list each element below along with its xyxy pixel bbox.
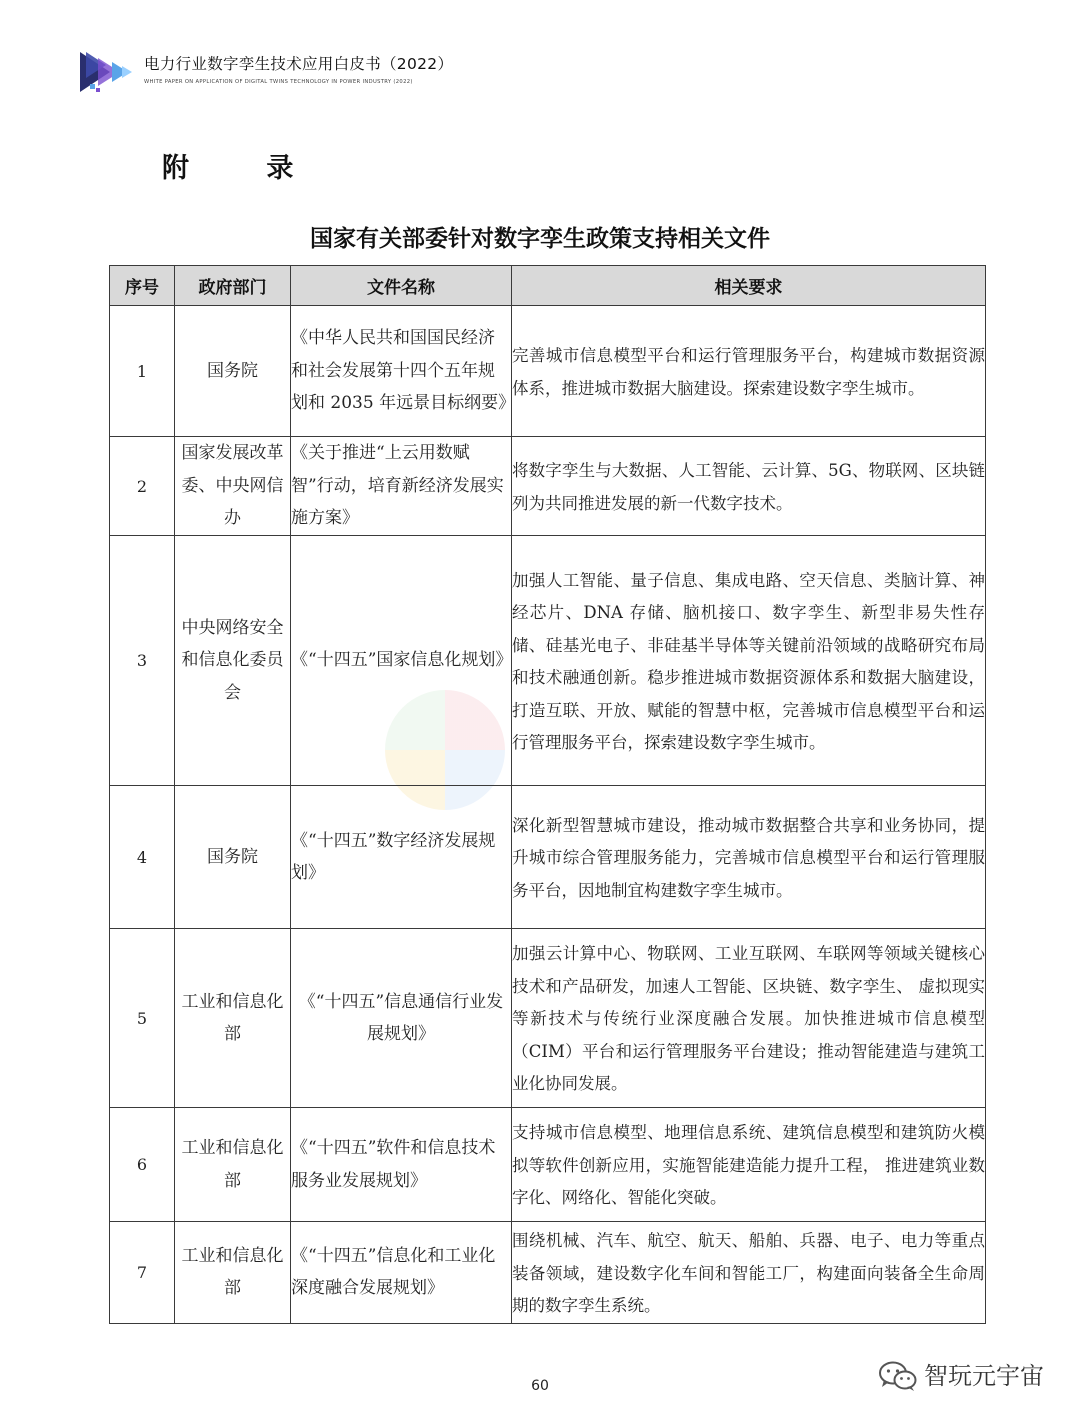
table-row [110,306,986,437]
triangle-brand-logo-icon [76,48,138,96]
table-row [110,786,986,929]
wechat-icon [878,1360,918,1392]
table-row [110,929,986,1108]
row-number: 7 [110,1222,175,1324]
row-department: 工业和信息化部 [175,929,291,1108]
page-number: 60 [531,1378,549,1394]
row-department: 国家发展改革委、中央网信办 [175,437,291,536]
row-requirement [512,929,986,1108]
row-requirement [512,536,986,786]
table-title: 国家有关部委针对数字孪生政策支持相关文件 [310,226,770,252]
row-document: 《中华人民共和国国民经济和社会发展第十四个五年规划和 2035 年远景目标纲要》 [291,306,512,437]
policy-table [109,265,986,1324]
brand-name: 智玩元宇宙 [924,1362,1044,1390]
table-row [110,536,986,786]
row-document: 《关于推进“上云用数赋智”行动，培育新经济发展实施方案》 [291,437,512,536]
row-number: 2 [110,437,175,536]
row-requirement-text: 支持城市信息模型、地理信息系统、建筑信息模型和建筑防火模拟等软件创新应用，实施智能建造能力提升工程， 推进建筑业数字化、网络化、智能化突破。 [512,1123,985,1208]
row-department: 工业和信息化部 [175,1108,291,1222]
row-requirement [512,1108,986,1222]
row-number: 6 [110,1108,175,1222]
row-document: 《“十四五”国家信息化规划》 [291,536,512,786]
column-header-document: 文件名称 [291,266,512,306]
brand-signature [924,1358,1044,1394]
row-requirement-text: 将数字孪生与大数据、人工智能、云计算、5G、物联网、区块链列为共同推进发展的新一代数字技术。 [512,461,985,513]
section-heading: 附 录 [162,153,328,184]
row-requirement-text: 加强云计算中心、物联网、工业互联网、车联网等领域关键核心技术和产品研发，加速人工智能、区块链、数字孪生、 虚拟现实等新技术与传统行业深度融合发展。加快推进城市信息模型（CIM）平台和运行管理服务平台建设；推动智能建造与建筑工业化协同发展。 [512,944,985,1094]
table-row [110,1222,986,1324]
row-number: 5 [110,929,175,1108]
row-department: 工业和信息化部 [175,1222,291,1324]
row-requirement-text: 深化新型智慧城市建设，推动城市数据整合共享和业务协同，提升城市综合管理服务能力，完善城市信息模型平台和运行管理服务平台，因地制宜构建数字孪生城市。 [512,815,985,900]
table-row [110,1108,986,1222]
row-document: 《“十四五”信息通信行业发展规划》 [291,929,512,1108]
row-requirement-text: 完善城市信息模型平台和运行管理服务平台，构建城市数据资源体系，推进城市数据大脑建设。探索建设数字孪生城市。 [512,346,985,398]
column-header-no: 序号 [110,266,175,306]
row-number: 3 [110,536,175,786]
row-number: 1 [110,306,175,437]
column-header-requirement: 相关要求 [512,266,986,306]
row-requirement [512,786,986,929]
row-requirement [512,306,986,437]
header-title-en: WHITE PAPER ON APPLICATION OF DIGITAL TWINS TECHNOLOGY IN POWER INDUSTRY (2022) [144,79,413,85]
table-row [110,437,986,536]
table-header-row [110,266,986,306]
row-department: 国务院 [175,786,291,929]
header-title-cn: 电力行业数字孪生技术应用白皮书（2022） [144,55,454,73]
row-document: 《“十四五”信息化和工业化深度融合发展规划》 [291,1222,512,1324]
row-requirement [512,1222,986,1324]
row-requirement-text: 加强人工智能、量子信息、集成电路、空天信息、类脑计算、神经芯片、DNA 存储、脑机接口、数字孪生、新型非易失性存储、硅基光电子、非硅基半导体等关键前沿领域的战略研究布局和技术融通创新。稳步推进城市数据资源体系和数据大脑建设，打造互联、开放、赋能的智慧中枢，完善城市信息模型平台和运行管理服务平台，探索建设数字孪生城市。 [512,570,985,752]
row-number: 4 [110,786,175,929]
row-document: 《“十四五”软件和信息技术服务业发展规划》 [291,1108,512,1222]
page-header [76,44,496,100]
row-document: 《“十四五”数字经济发展规划》 [291,786,512,929]
row-department: 中央网络安全和信息化委员会 [175,536,291,786]
row-requirement [512,437,986,536]
row-department: 国务院 [175,306,291,437]
column-header-department: 政府部门 [175,266,291,306]
row-requirement-text: 围绕机械、汽车、航空、航天、船舶、兵器、电子、电力等重点装备领域，建设数字化车间和智能工厂，构建面向装备全生命周期的数字孪生系统。 [512,1231,985,1315]
